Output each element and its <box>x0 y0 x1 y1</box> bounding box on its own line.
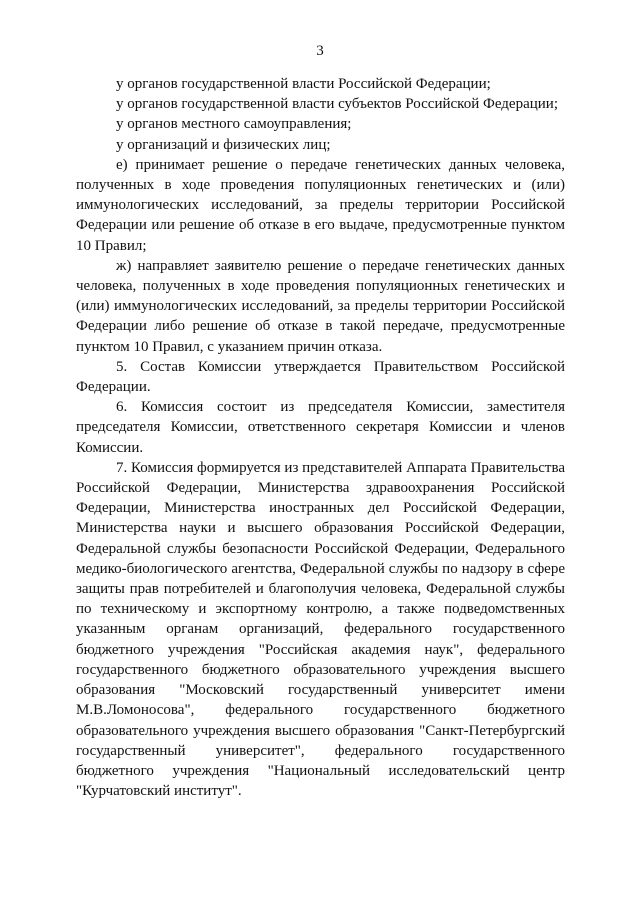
paragraph-item-e: е) принимает решение о передаче генетических данных человека, полученных в ходе проведения популяционных генетических и (или) иммунологических исследований, за пределы территории Российской Федерации или решение об отказе в его выдаче, предусмотренные пунктом 10 Правил; <box>76 156 565 254</box>
paragraph-organizations: у организаций и физических лиц; <box>116 136 331 153</box>
paragraph-item-zh: ж) направляет заявителю решение о передаче генетических данных человека, полученных в ходе проведения популяционных генетических и (или) иммунологических исследований, за пределы территории Российской Федерации либо решение об отказе в такой передаче, предусмотренные пунктом 10 Правил, с указанием причин отказа. <box>76 257 565 355</box>
paragraph-local-government: у органов местного самоуправления; <box>116 116 352 133</box>
page-number: 3 <box>316 43 324 59</box>
paragraph-clause-7: 7. Комиссия формируется из представителей Аппарата Правительства Российской Федерации, Министерства здравоохранения Российской Федерации, Министерства иностранных дел Российской Федерации, Министерства науки и высшего образования Российской Федерации, Федеральной службы безопасности Российской Федерации, Федерального медико-биологического агентства, Федеральной службы по надзору в сфере защиты прав потребителей и благополучия человека, Федеральной службы по техническому и экспортному контролю, а также подведомственных указанным органам организаций, федерального государственного бюджетного учреждения "Российская академия наук", федерального государственного бюджетного образовательного учреждения высшего образования "Московский государственный университет имени М.В.Ломоносова", федерального государственного бюджетного образовательного учреждения высшего образования "Санкт-Петербургский государственный университет", федерального государственного бюджетного учреждения "Национальный исследовательский центр "Курчатовский институт". <box>76 459 565 800</box>
paragraph-federal-authorities: у органов государственной власти Российской Федерации; <box>116 76 491 92</box>
paragraph-regional-authorities: у органов государственной власти субъектов Российской Федерации; <box>116 96 558 113</box>
document-body <box>76 74 565 801</box>
paragraph-clause-5: 5. Состав Комиссии утверждается Правительством Российской Федерации. <box>76 358 565 396</box>
paragraph-clause-6: 6. Комиссия состоит из председателя Комиссии, заместителя председателя Комиссии, ответственного секретаря Комиссии и членов Комиссии. <box>76 399 565 456</box>
